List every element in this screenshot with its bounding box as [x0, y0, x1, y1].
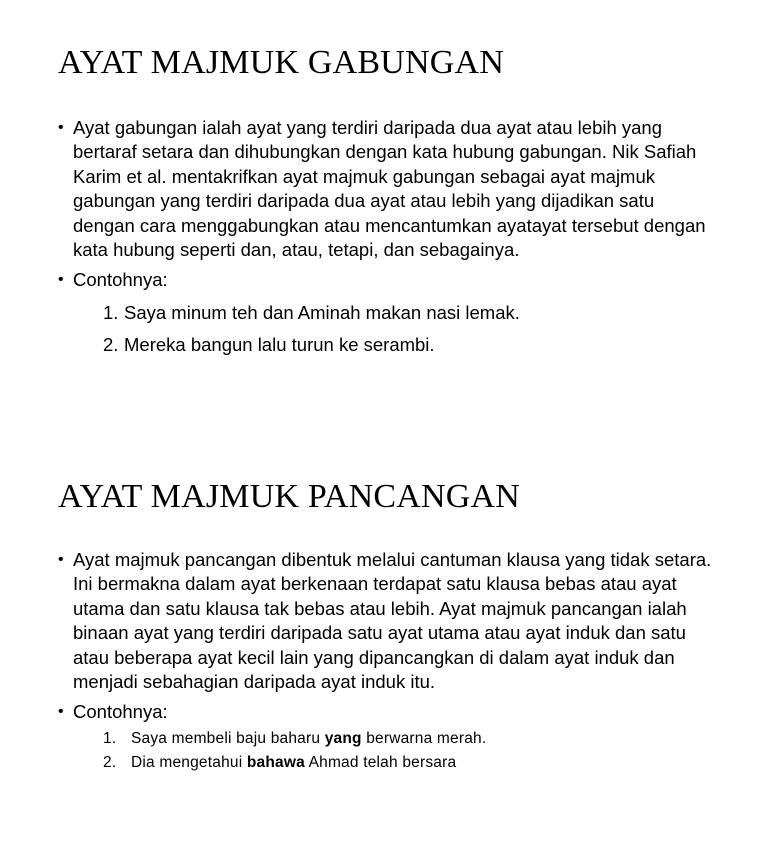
bullet-dot-icon: • [58, 119, 64, 136]
section-title: AYAT MAJMUK PANCANGAN [58, 478, 521, 515]
bullet-list [58, 548, 718, 773]
section-title: AYAT MAJMUK GABUNGAN [58, 44, 505, 81]
example-number: 2. [103, 334, 119, 356]
examples-bullet [58, 700, 718, 772]
section-ayat-majmuk-pancangan [58, 476, 718, 779]
example-item [73, 301, 718, 325]
definition-text: Ayat gabungan ialah ayat yang terdiri daripada dua ayat atau lebih yang bertaraf setara dan dihubungkan dengan kata hubung gabungan. Nik Safiah Karim et al. mentakrifkan ayat majmuk gabungan sebagai ayat majmuk gabungan yang terdiri daripada dua ayat atau lebih yang dijadikan satu dengan cara menggabungkan atau mencantumkan ayatayat tersebut dengan kata hubung seperti dan, atau, tetapi, dan sebagainya. [73, 117, 706, 261]
example-number: 1. [103, 729, 117, 747]
example-text: Saya minum teh dan Aminah makan nasi lemak. [124, 301, 520, 323]
bullet-dot-icon: • [58, 271, 64, 289]
bullet-dot-icon: • [58, 703, 64, 721]
example-item [73, 729, 718, 749]
examples-label: Contohnya: [73, 269, 168, 291]
example-text-start: Dia mengetahui [131, 753, 247, 771]
example-number: 1. [103, 301, 119, 323]
definition-text: Ayat majmuk pancangan dibentuk melalui cantuman klausa yang tidak setara. Ini bermakna dalam ayat berkenaan terdapat satu klausa bebas atau ayat utama dan satu klausa tak bebas atau lebih. Ayat majmuk pancangan ialah binaan ayat yang terdiri daripada satu ayat utama atau ayat induk dan satu atau beberapa ayat kecil lain yang dipancangkan di dalam ayat induk dan menjadi sebahagian daripada ayat induk itu. [73, 549, 712, 693]
example-text: Mereka bangun lalu turun ke serambi. [124, 334, 435, 356]
example-item [73, 333, 718, 357]
bullet-dot-icon: • [58, 551, 64, 568]
bullet-list [58, 116, 718, 358]
definition-bullet [58, 548, 718, 694]
example-text-start: Saya membeli baju baharu [131, 729, 325, 747]
example-text-end: Ahmad telah bersara [304, 753, 457, 771]
examples-bullet [58, 268, 718, 357]
example-item [73, 753, 718, 773]
examples-list [73, 729, 718, 773]
example-text-end: berwarna merah. [361, 729, 487, 747]
example-conjunction: bahawa [246, 753, 305, 771]
example-conjunction: yang [324, 729, 362, 747]
examples-label: Contohnya: [73, 701, 168, 723]
example-number: 2. [103, 753, 117, 771]
section-ayat-majmuk-gabungan [58, 42, 718, 364]
definition-bullet [58, 116, 718, 262]
examples-list [73, 301, 718, 358]
